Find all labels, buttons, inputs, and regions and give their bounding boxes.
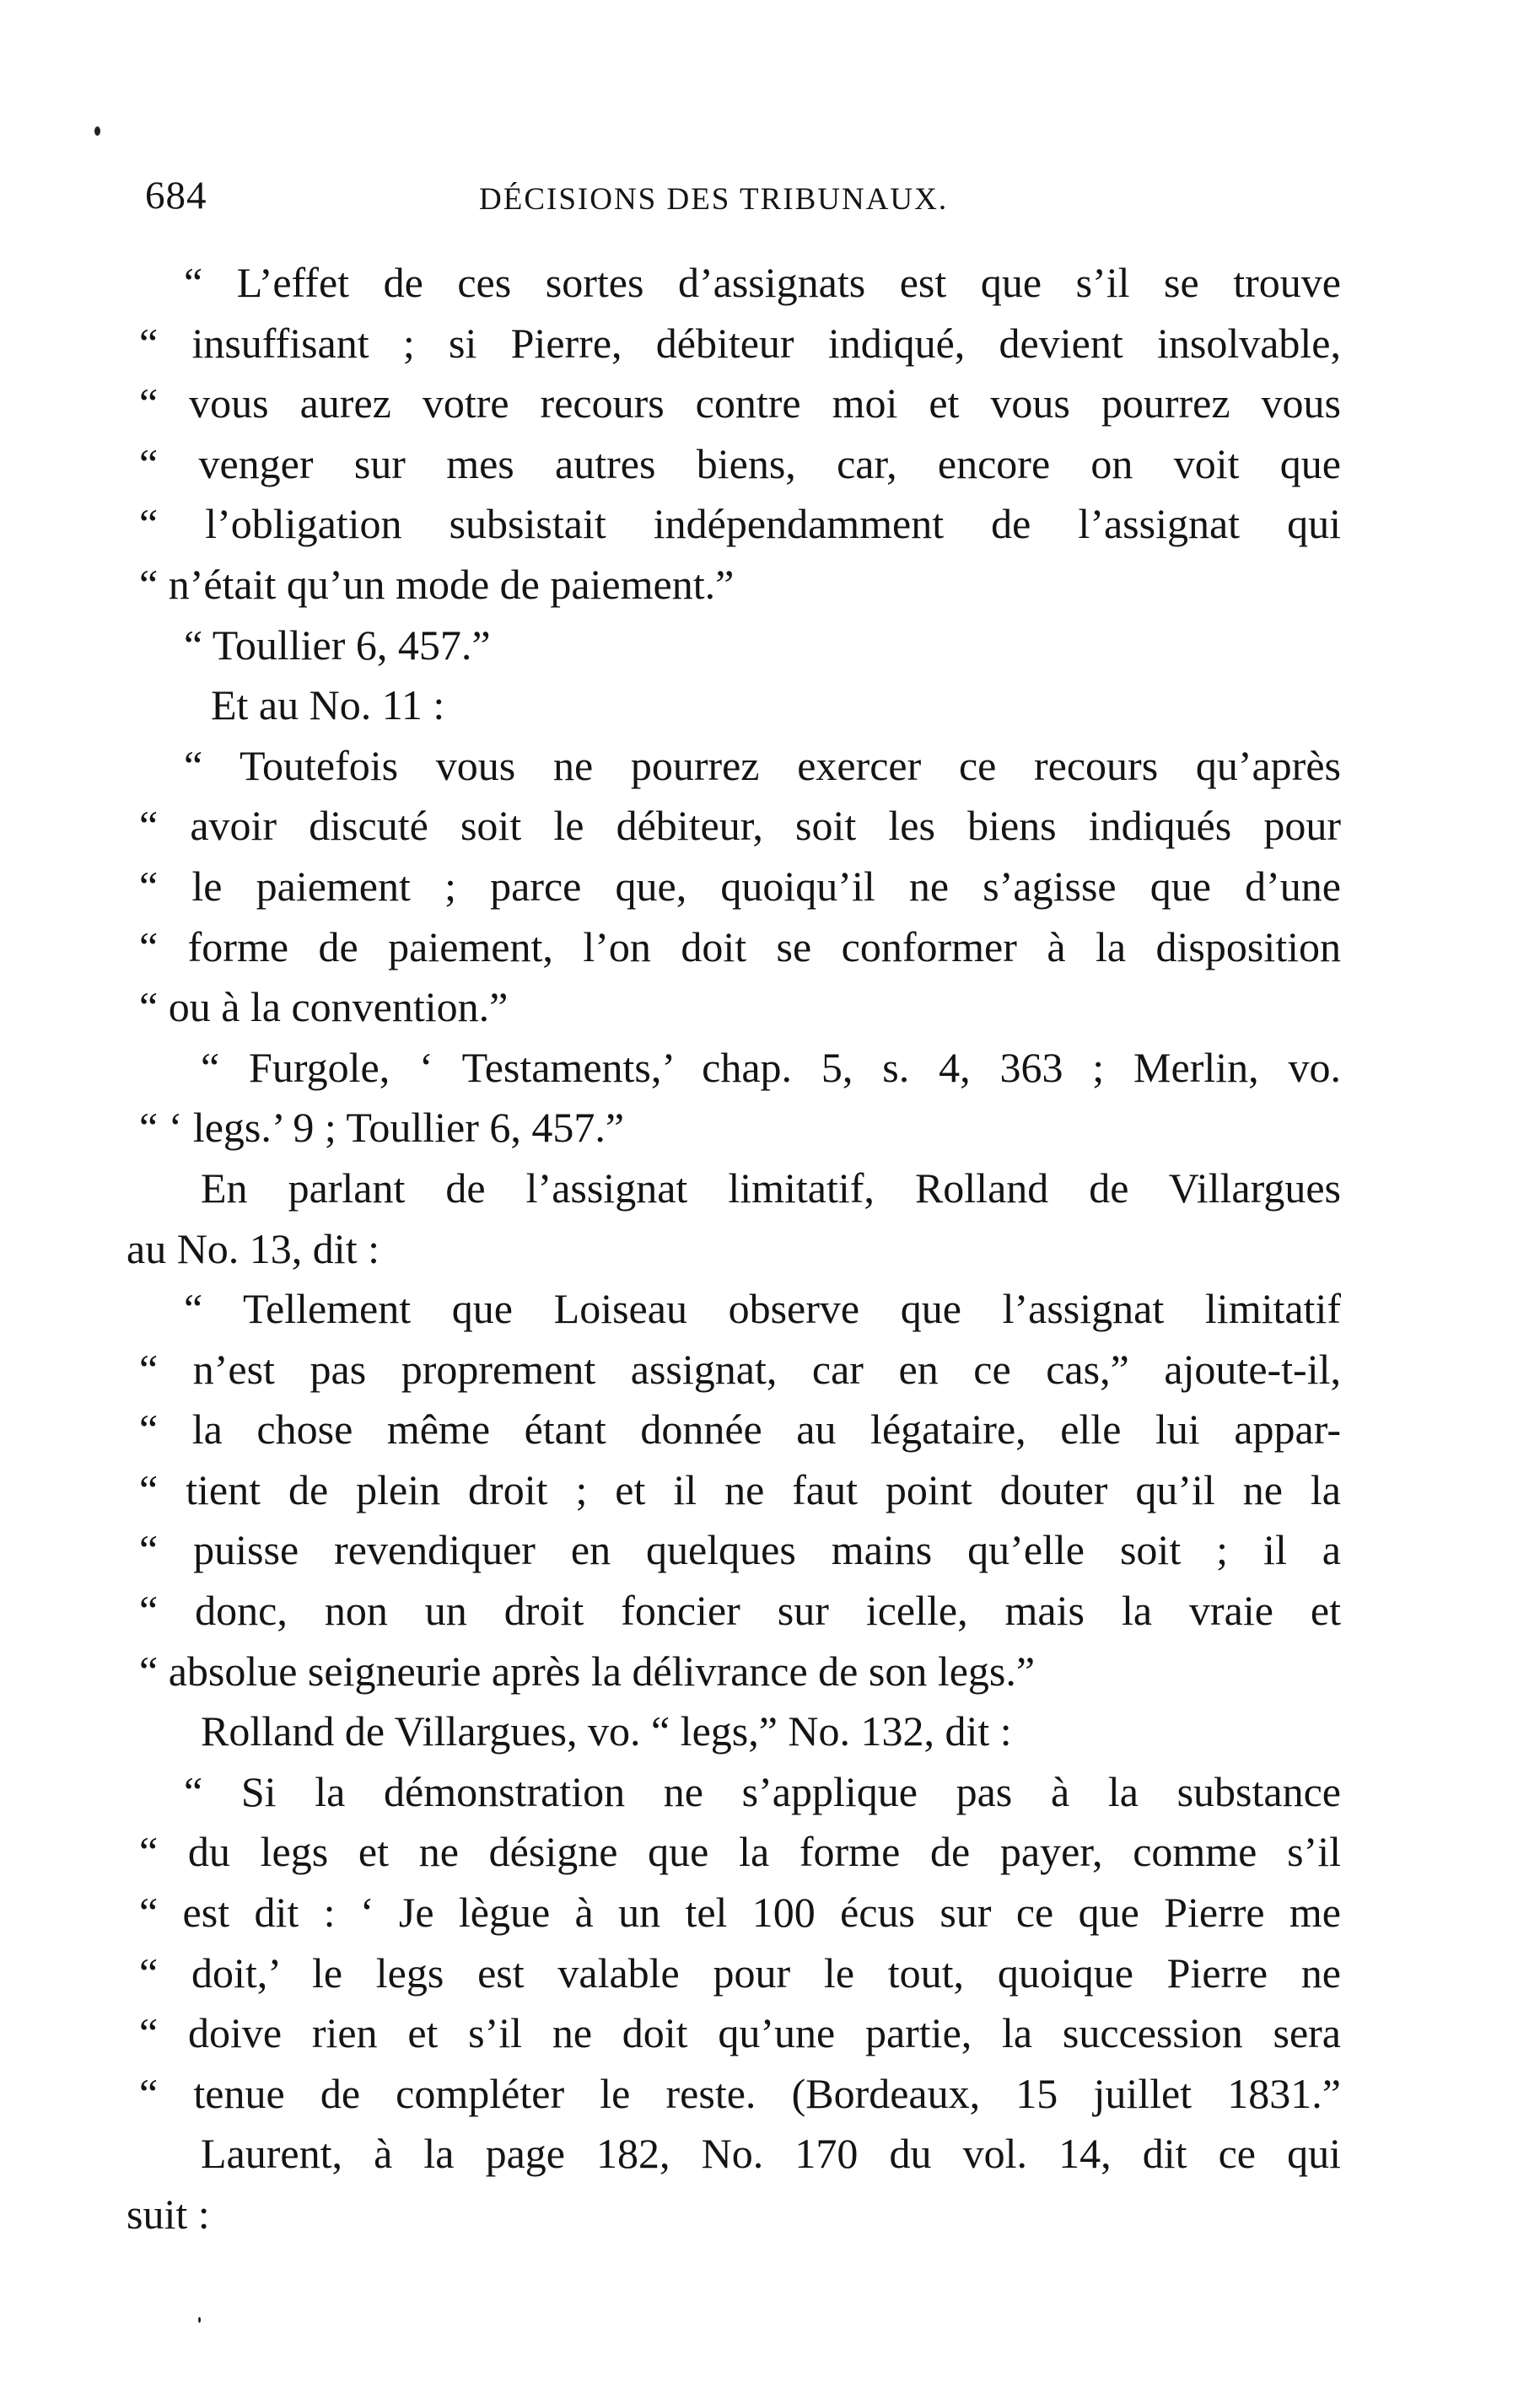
text-line: au No. 13, dit : xyxy=(127,1224,380,1272)
text-line: En parlant de l’assignat limitatif, Rolland de Villargues xyxy=(201,1164,1341,1212)
text-line: “ absolue seigneurie après la délivrance de son legs.” xyxy=(139,1647,1036,1695)
ink-speck xyxy=(94,126,100,136)
text-line: “ le paiement ; parce que, quoiqu’il ne s’agisse que d’une xyxy=(139,862,1341,910)
text-line: “ L’effet de ces sortes d’assignats est que s’il se trouve xyxy=(184,259,1341,306)
text-line: “ tient de plein droit ; et il ne faut point douter qu’il ne la xyxy=(139,1465,1341,1513)
page-header xyxy=(145,173,1343,223)
text-line: “ l’obligation subsistait indépendamment de l’assignat qui xyxy=(139,500,1341,548)
text-line: “ Tellement que Loiseau observe que l’assignat limitatif xyxy=(184,1285,1341,1333)
text-line: “ puisse revendiquer en quelques mains qu’elle soit ; il a xyxy=(139,1526,1341,1574)
text-line: “ doive rien et s’il ne doit qu’une partie, la succession sera xyxy=(139,2009,1341,2057)
running-head: DÉCISIONS DES TRIBUNAUX. xyxy=(479,182,949,217)
text-line: “ ou à la convention.” xyxy=(139,983,509,1031)
text-line: “ Si la démonstration ne s’applique pas à la substance xyxy=(184,1767,1341,1815)
text-line: “ est dit : ‘ Je lègue à un tel 100 écus sur ce que Pierre me xyxy=(139,1889,1341,1937)
text-line: “ vous aurez votre recours contre moi et vous pourrez vous xyxy=(139,379,1341,427)
text-line: “ Toutefois vous ne pourrez exercer ce recours qu’après xyxy=(184,741,1341,789)
text-line: “ la chose même étant donnée au légataire, elle lui appar- xyxy=(139,1406,1341,1454)
text-line: “ forme de paiement, l’on doit se conformer à la disposition xyxy=(139,922,1341,970)
text-line: “ du legs et ne désigne que la forme de payer, comme s’il xyxy=(139,1828,1341,1876)
text-line: Rolland de Villargues, vo. “ legs,” No. 132, dit : xyxy=(201,1707,1012,1755)
text-line: Laurent, à la page 182, No. 170 du vol. 14, dit ce qui xyxy=(201,2130,1341,2178)
text-line: “ donc, non un droit foncier sur icelle, mais la vraie et xyxy=(139,1587,1341,1635)
text-line: Et au No. 11 : xyxy=(211,681,445,729)
text-line: “ Furgole, ‘ Testaments,’ chap. 5, s. 4, 363 ; Merlin, vo. xyxy=(201,1043,1341,1091)
text-line: “ n’est pas proprement assignat, car en ce cas,” ajoute-t-il, xyxy=(139,1345,1341,1393)
text-line: “ n’était qu’un mode de paiement.” xyxy=(139,560,735,608)
text-line: “ tenue de compléter le reste. (Bordeaux, 15 juillet 1831.” xyxy=(139,2069,1341,2117)
text-line: “ Toullier 6, 457.” xyxy=(184,621,491,669)
text-line: “ avoir discuté soit le débiteur, soit les biens indiqués pour xyxy=(139,802,1341,850)
text-line: “ venger sur mes autres biens, car, encore on voit que xyxy=(139,439,1341,487)
text-line: “ ‘ legs.’ 9 ; Toullier 6, 457.” xyxy=(139,1104,625,1152)
text-line: suit : xyxy=(127,2190,210,2238)
page-number: 684 xyxy=(145,174,207,218)
ink-speck xyxy=(198,2317,201,2323)
body-text xyxy=(127,253,1341,2245)
text-line: “ insuffisant ; si Pierre, débiteur indiqué, devient insolvable, xyxy=(139,319,1341,367)
text-line: “ doit,’ le legs est valable pour le tout, quoique Pierre ne xyxy=(139,1948,1341,1997)
